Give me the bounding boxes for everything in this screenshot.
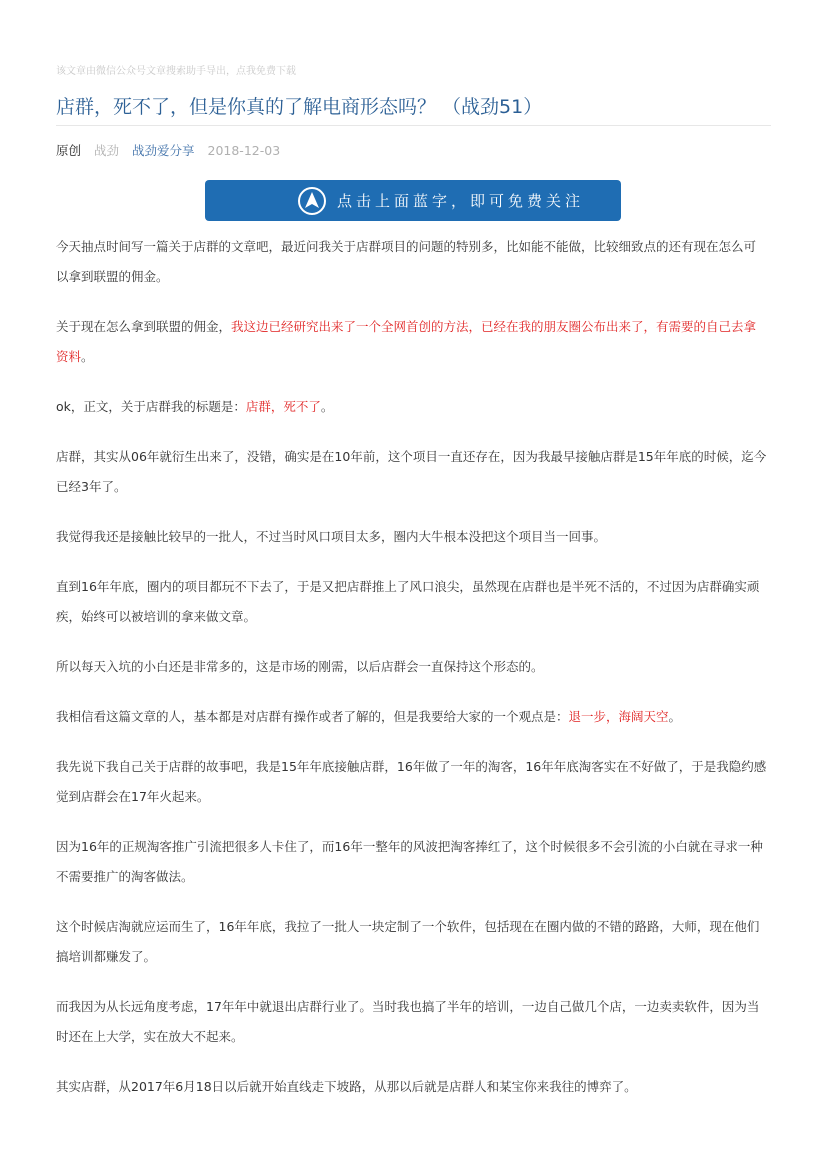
navigation-arrow-icon	[297, 186, 327, 216]
title-divider	[56, 125, 771, 126]
publish-date: 2018-12-03	[207, 143, 281, 158]
highlight-text: 我这边已经研究出来了一个全网首创的方法，已经在我的朋友圈公布出来了，有需要的自己去拿资料	[56, 319, 757, 364]
paragraph-5: 我觉得我还是接触比较早的一批人，不过当时风口项目太多，圈内大牛根本没把这个项目当一回事。	[56, 529, 607, 544]
follow-banner-text: 点击上面蓝字，即可免费关注	[337, 192, 585, 210]
paragraph-10: 因为16年的正规淘客推广引流把很多人卡住了，而16年一整年的风波把淘客捧红了，这个时候很多不会引流的小白就在寻求一种不需要推广的淘客做法。	[56, 839, 763, 884]
paragraph-7: 所以每天入坑的小白还是非常多的，这是市场的刚需，以后店群会一直保持这个形态的。	[56, 659, 544, 674]
article-body	[56, 232, 768, 1122]
account-link[interactable]: 战劲爱分享	[132, 143, 195, 158]
author-name: 战劲	[94, 143, 120, 158]
paragraph-3: ok，正文，关于店群我的标题是：店群，死不了。	[56, 399, 334, 414]
paragraph-2: 关于现在怎么拿到联盟的佣金，我这边已经研究出来了一个全网首创的方法，已经在我的朋友圈公布出来了，有需要的自己去拿资料。	[56, 319, 757, 364]
article-meta	[56, 141, 289, 159]
paragraph-13: 其实店群，从2017年6月18日以后就开始直线走下坡路，从那以后就是店群人和某宝你来我往的博弈了。	[56, 1079, 637, 1094]
paragraph-4: 店群，其实从06年就衍生出来了，没错，确实是在10年前，这个项目一直还存在，因为我最早接触店群是15年年底的时候，迄今已经3年了。	[56, 449, 767, 494]
export-notice-link[interactable]: 该文章由微信公众号文章搜索助手导出，点我免费下载	[56, 66, 296, 77]
paragraph-9: 我先说下我自己关于店群的故事吧，我是15年年底接触店群，16年做了一年的淘客，16年年底淘客实在不好做了，于是我隐约感觉到店群会在17年火起来。	[56, 759, 767, 804]
paragraph-11: 这个时候店淘就应运而生了，16年年底，我拉了一批人一块定制了一个软件，包括现在在圈内做的不错的路路，大师，现在他们搞培训都赚发了。	[56, 919, 760, 964]
highlight-text: 退一步，海阔天空	[568, 709, 669, 724]
paragraph-1: 今天抽点时间写一篇关于店群的文章吧，最近问我关于店群项目的问题的特别多，比如能不能做，比较细致点的还有现在怎么可以拿到联盟的佣金。	[56, 239, 757, 284]
paragraph-6: 直到16年年底，圈内的项目都玩不下去了，于是又把店群推上了风口浪尖，虽然现在店群也是半死不活的，不过因为店群确实顽疾，始终可以被培训的拿来做文章。	[56, 579, 760, 624]
follow-banner[interactable]	[205, 180, 621, 221]
paragraph-8: 我相信看这篇文章的人，基本都是对店群有操作或者了解的，但是我要给大家的一个观点是：退一步，海阔天空。	[56, 709, 682, 724]
highlight-text: 店群，死不了	[245, 399, 321, 414]
article-title: 店群，死不了，但是你真的了解电商形态吗？ （战劲51）	[56, 96, 543, 118]
original-tag: 原创	[56, 143, 82, 158]
paragraph-12: 而我因为从长远角度考虑，17年年中就退出店群行业了。当时我也搞了半年的培训，一边自己做几个店，一边卖卖软件，因为当时还在上大学，实在放大不起来。	[56, 999, 760, 1044]
